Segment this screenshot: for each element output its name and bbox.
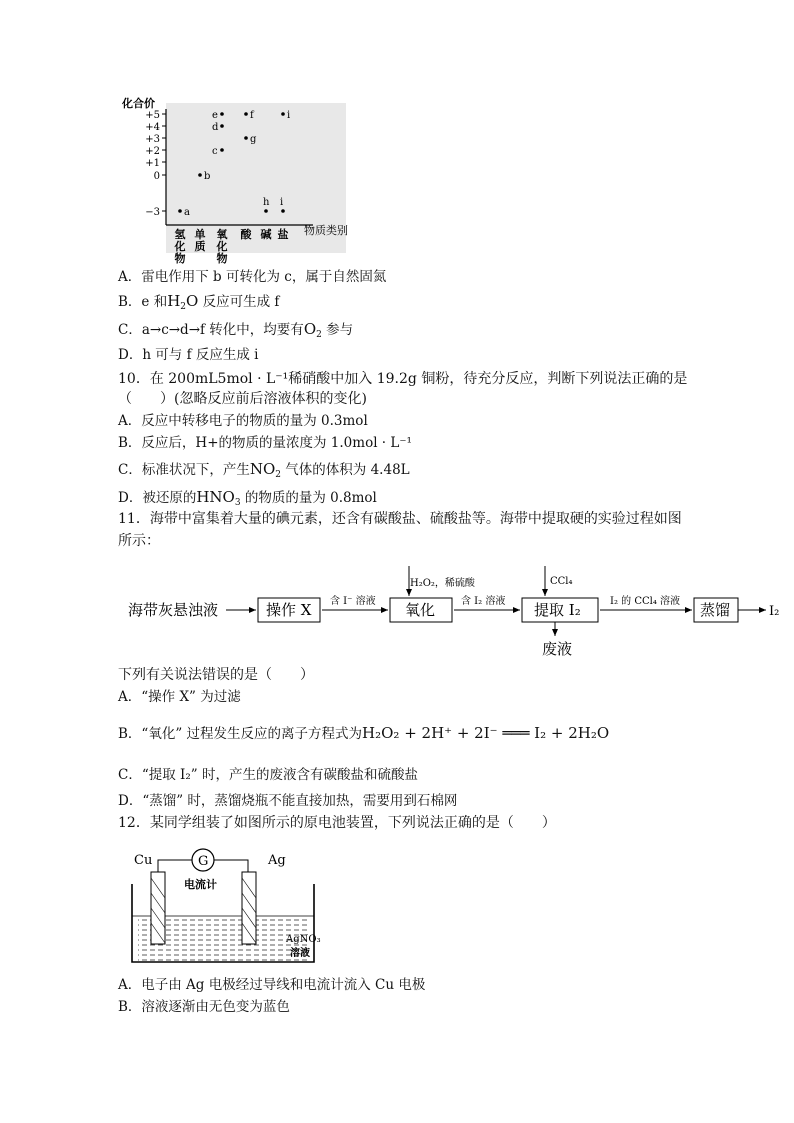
q11-stem-2: 所示：: [118, 533, 160, 549]
point-i: [281, 209, 285, 213]
svg-text:蒸馏: 蒸馏: [700, 601, 731, 619]
flow-arrow2-label: 含 I₂ 溶液: [461, 596, 506, 607]
q11-option-b: B．“氧化” 过程发生反应的离子方程式为H₂O₂ + 2H⁺ + 2I⁻ ═══ I₂ + 2H₂O: [118, 724, 610, 742]
solution-label-2: 溶液: [290, 948, 310, 959]
x-category-label: 氢: [174, 228, 186, 241]
point-i: [281, 112, 285, 116]
flow-reagent-2: H₂O₂，稀硫酸: [410, 578, 475, 589]
x-category-label: 碱: [260, 228, 272, 241]
q11-option-c: C．“提取 I₂” 时，产生的废液含有碳酸盐和硫酸盐: [118, 767, 418, 783]
point-f: [244, 112, 248, 116]
cu-label: Cu: [134, 853, 153, 868]
q11-option-d: D．“蒸馏” 时，蒸馏烧瓶不能直接加热，需要用到石棉网: [118, 793, 458, 809]
meter-symbol: G: [198, 854, 209, 869]
x-category-label: 盐: [277, 228, 289, 241]
q12-stem: 12．某同学组装了如图所示的原电池装置，下列说法正确的是（ ）: [118, 815, 556, 831]
q10-option-a: A．反应中转移电子的物质的量为 0.3mol: [118, 413, 368, 429]
y-tick-label: 0: [153, 171, 160, 182]
q9-option-d: D．h 可与 f 反应生成 i: [118, 347, 259, 363]
x-category-label: 氧: [216, 228, 228, 241]
galvanic-cell-diagram: [118, 838, 338, 973]
point-label-g: g: [250, 134, 257, 145]
q10-option-b: B．反应后，H+的物质的量浓度为 1.0mol · L⁻¹: [118, 435, 412, 451]
flow-end: I₂: [769, 604, 780, 619]
point-label-i: i: [287, 110, 291, 121]
point-label-e: e: [212, 110, 218, 121]
q10-stem: 10．在 200mL5mol · L⁻¹稀硝酸中加入 19.2g 铜粉，待充分反应，判断下列说法正确的是: [118, 371, 688, 387]
q9-option-b: B．e 和$H_2O$ 反应可生成 f: [118, 292, 280, 312]
valence-chart: [118, 95, 358, 265]
point-label-f: f: [250, 110, 254, 121]
q10-option-d: D．被还原的$HNO_3$ 的物质的量为 0.8mol: [118, 488, 377, 508]
point-b: [198, 173, 202, 177]
flow-reagent-3: CCl₄: [550, 576, 573, 587]
x-category-label: 物: [174, 252, 186, 265]
flow-arrow3-label: I₂ 的 CCl₄ 溶液: [610, 596, 681, 607]
x-category-label: 单: [194, 228, 206, 241]
iodine-flowchart: [118, 562, 788, 662]
meter-label: 电流计: [184, 878, 217, 891]
q11-option-a: A．“操作 X” 为过滤: [118, 689, 241, 705]
y-tick-label: +3: [145, 134, 160, 145]
q12-option-b: B．溶液逐渐由无色变为蓝色: [118, 999, 290, 1015]
point-label-i: i: [280, 197, 284, 208]
y-tick-label: +5: [145, 110, 160, 121]
y-axis-title: 化合价: [122, 97, 155, 110]
point-label-c: c: [212, 146, 218, 157]
q9-option-a: A．雷电作用下 b 可转化为 c，属于自然固氮: [118, 269, 387, 285]
svg-text:氧化: 氧化: [405, 601, 436, 619]
point-d: [220, 124, 224, 128]
q12-option-a: A．电子由 Ag 电极经过导线和电流计流入 Cu 电极: [118, 977, 426, 993]
flow-start: 海带灰悬浊液: [128, 601, 219, 619]
y-tick-label: +4: [145, 122, 160, 133]
point-h: [264, 209, 268, 213]
point-label-h: h: [263, 197, 270, 208]
x-axis-title: 物质类别: [304, 224, 348, 237]
flow-waste: 废液: [542, 640, 573, 658]
point-a: [178, 209, 182, 213]
q10-stem-2: （ ）(忽略反应前后溶液体积的变化): [118, 391, 367, 407]
svg-text:提取 I₂: 提取 I₂: [534, 601, 581, 619]
point-c: [220, 148, 224, 152]
x-category-label: 物: [216, 252, 228, 265]
q11-ask: 下列有关说法错误的是（ ）: [118, 667, 314, 683]
q10-option-c: C．标准状况下，产生$NO_2$ 气体的体积为 4.48L: [118, 460, 410, 480]
point-g: [244, 136, 248, 140]
point-label-d: d: [212, 122, 219, 133]
q9-option-c: C．a→c→d→f 转化中，均要有$O_2$ 参与: [118, 320, 354, 340]
point-label-b: b: [204, 171, 211, 182]
solution-label: AgNO₃: [286, 934, 321, 945]
x-category-label: 化: [216, 240, 228, 253]
svg-text:操作 X: 操作 X: [266, 601, 312, 619]
point-e: [220, 112, 224, 116]
point-label-a: a: [184, 207, 190, 218]
ag-label: Ag: [268, 853, 286, 868]
y-tick-label: −3: [145, 207, 160, 218]
x-category-label: 化: [174, 240, 186, 253]
x-category-label: 质: [194, 240, 206, 253]
y-tick-label: +1: [145, 158, 160, 169]
x-category-label: 酸: [240, 228, 252, 241]
flow-arrow1-label: 含 I⁻ 溶液: [330, 596, 376, 607]
y-tick-label: +2: [145, 146, 160, 157]
q11-stem: 11．海带中富集着大量的碘元素，还含有碳酸盐、硫酸盐等。海带中提取硬的实验过程如图: [118, 511, 682, 527]
